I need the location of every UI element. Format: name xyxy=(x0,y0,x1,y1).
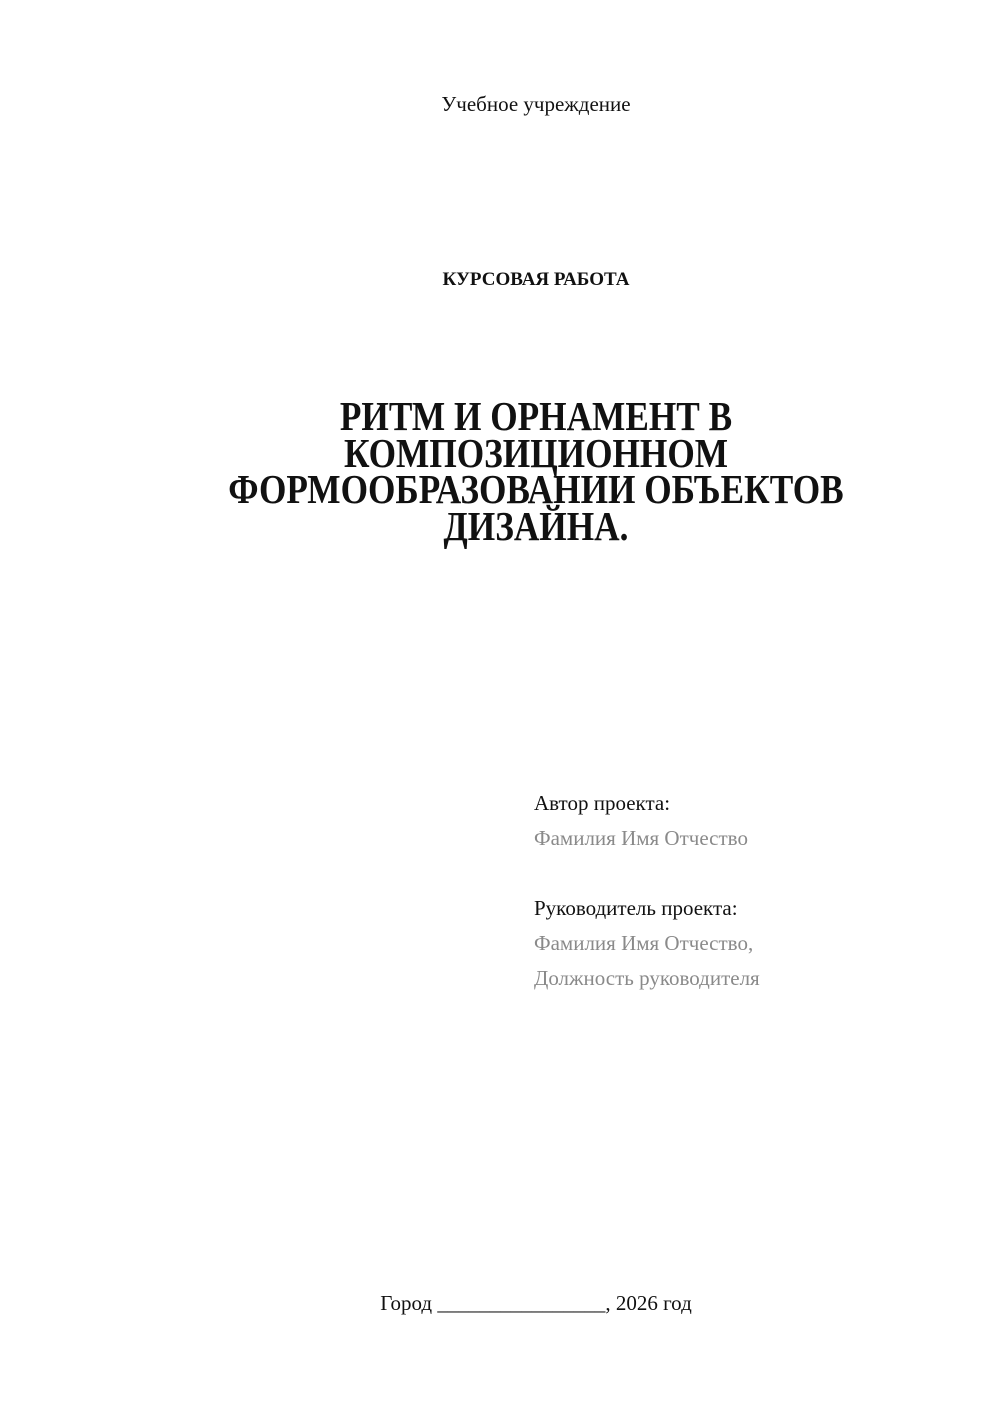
title-line: КОМПОЗИЦИОННОМ xyxy=(343,429,729,476)
city-year: Город ________________, 2026 год xyxy=(380,1291,692,1315)
author-label: Автор проекта: xyxy=(534,791,671,815)
author-block xyxy=(534,786,748,856)
supervisor-block xyxy=(534,891,760,996)
document-title xyxy=(0,393,1000,549)
title-line: ДИЗАЙНА. xyxy=(443,502,629,549)
supervisor-position: Должность руководителя xyxy=(534,966,760,990)
supervisor-label: Руководитель проекта: xyxy=(534,896,738,920)
work-type: КУРСОВАЯ РАБОТА xyxy=(442,269,630,290)
supervisor-name: Фамилия Имя Отчество, xyxy=(534,931,754,955)
institution: Учебное учреждение xyxy=(441,92,631,116)
author-name: Фамилия Имя Отчество xyxy=(534,826,748,850)
title-line: ФОРМООБРАЗОВАНИИ ОБЪЕКТОВ xyxy=(228,466,844,512)
title-line: РИТМ И ОРНАМЕНТ В xyxy=(339,393,733,439)
